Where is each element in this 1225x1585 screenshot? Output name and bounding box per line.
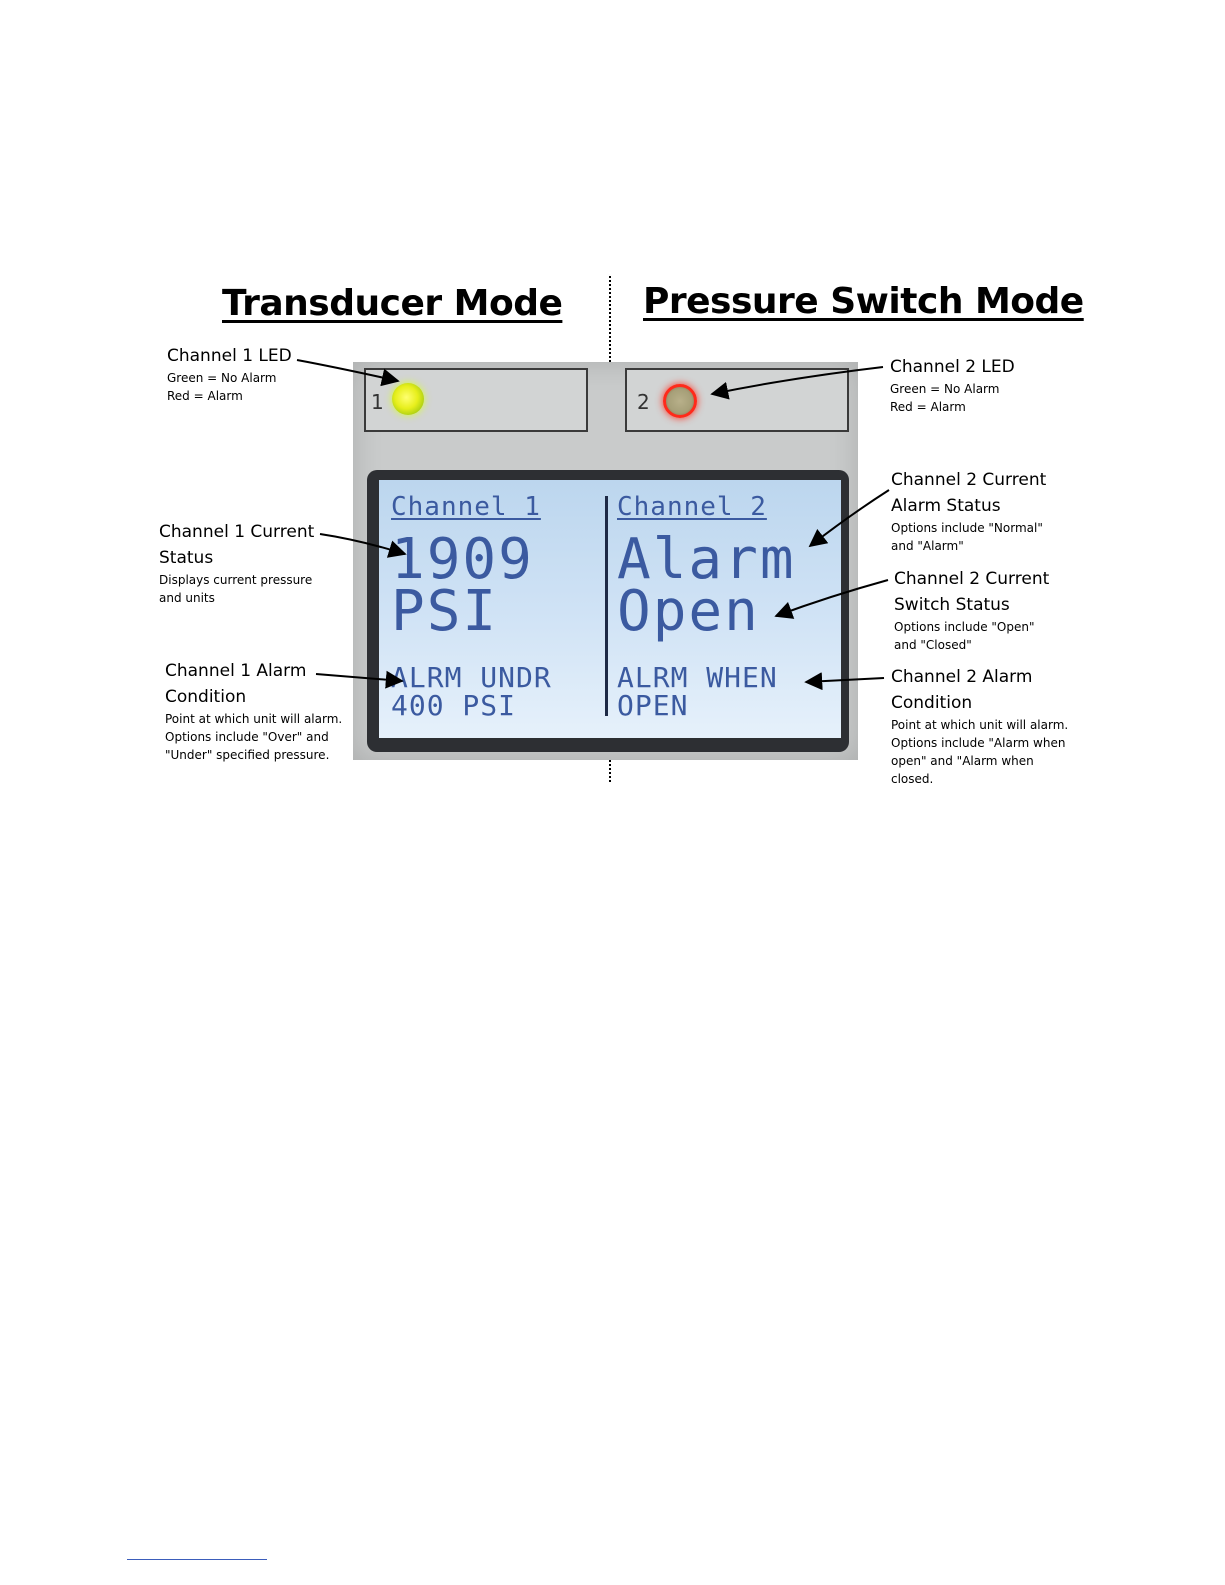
callout-note: Green = No Alarm: [890, 382, 1000, 396]
lcd-channel-1-units: PSI: [391, 579, 499, 644]
callout-note: and "Alarm": [891, 539, 964, 553]
callout-channel-1-alarm-title: Condition: [165, 687, 247, 707]
lcd-channel-2-switch: Open: [617, 579, 760, 644]
arrow-channel-1-alarm: [316, 674, 402, 681]
callout-channel-2-switch-title: Channel 2 Current: [894, 569, 1050, 589]
callout-channel-1-status-title: Status: [159, 548, 214, 568]
lcd-channel-2-title: Channel 2: [617, 492, 767, 522]
callout-note: Red = Alarm: [890, 400, 966, 414]
callout-note: and units: [159, 591, 215, 605]
footer-rule: [127, 1559, 267, 1560]
arrow-channel-2-switch: [776, 580, 888, 616]
lcd-channel-2-status: Alarm: [617, 527, 796, 592]
lcd-channel-2-alarm-line-1: ALRM WHEN: [617, 661, 778, 694]
pressure-switch-mode-heading: Pressure Switch Mode: [643, 281, 1084, 322]
arrow-channel-1-status: [320, 534, 405, 554]
callout-note: and "Closed": [894, 638, 972, 652]
callout-note: Red = Alarm: [167, 389, 243, 403]
lcd-channel-1-alarm-line-2: 400 PSI: [391, 689, 517, 722]
callout-note: Point at which unit will alarm.: [165, 712, 343, 726]
callout-channel-1-status-title: Channel 1 Current: [159, 522, 315, 542]
lcd-channel-1-value: 1909: [391, 527, 534, 592]
arrow-channel-2-alarm-condition: [806, 678, 884, 682]
callout-channel-2-alarm-condition-title: Condition: [891, 693, 973, 713]
callout-channel-2-switch-title: Switch Status: [894, 595, 1010, 615]
callout-channel-1-alarm-title: Channel 1 Alarm: [165, 661, 307, 681]
callout-note: Options include "Over" and: [165, 730, 329, 744]
lcd-channel-1-alarm-line-1: ALRM UNDR: [391, 661, 552, 694]
led-2-number: 2: [637, 390, 650, 414]
arrow-channel-2-alarm-status: [810, 490, 889, 546]
callout-note: Displays current pressure: [159, 573, 313, 587]
transducer-mode-heading: Transducer Mode: [222, 283, 563, 324]
lcd-channel-1-title: Channel 1: [391, 492, 541, 522]
callout-channel-2-led-title: Channel 2 LED: [890, 357, 1015, 377]
callout-channel-2-alarm-status-title: Channel 2 Current: [891, 470, 1047, 490]
callout-channel-2-alarm-status-title: Alarm Status: [891, 496, 1001, 516]
led-1-number: 1: [371, 390, 384, 414]
arrow-channel-1-led: [297, 360, 398, 381]
callout-channel-2-alarm-condition-title: Channel 2 Alarm: [891, 667, 1033, 687]
callout-note: Point at which unit will alarm.: [891, 718, 1069, 732]
callout-note: closed.: [891, 772, 934, 786]
callout-note: "Under" specified pressure.: [165, 748, 330, 762]
callout-note: Options include "Normal": [891, 521, 1043, 535]
arrow-channel-2-led: [712, 367, 883, 394]
callout-note: Options include "Open": [894, 620, 1035, 634]
callout-note: open" and "Alarm when: [891, 754, 1034, 768]
callout-channel-1-led-title: Channel 1 LED: [167, 346, 292, 366]
callout-note: Options include "Alarm when: [891, 736, 1066, 750]
lcd-channel-2-alarm-line-2: OPEN: [617, 689, 689, 722]
callout-note: Green = No Alarm: [167, 371, 277, 385]
